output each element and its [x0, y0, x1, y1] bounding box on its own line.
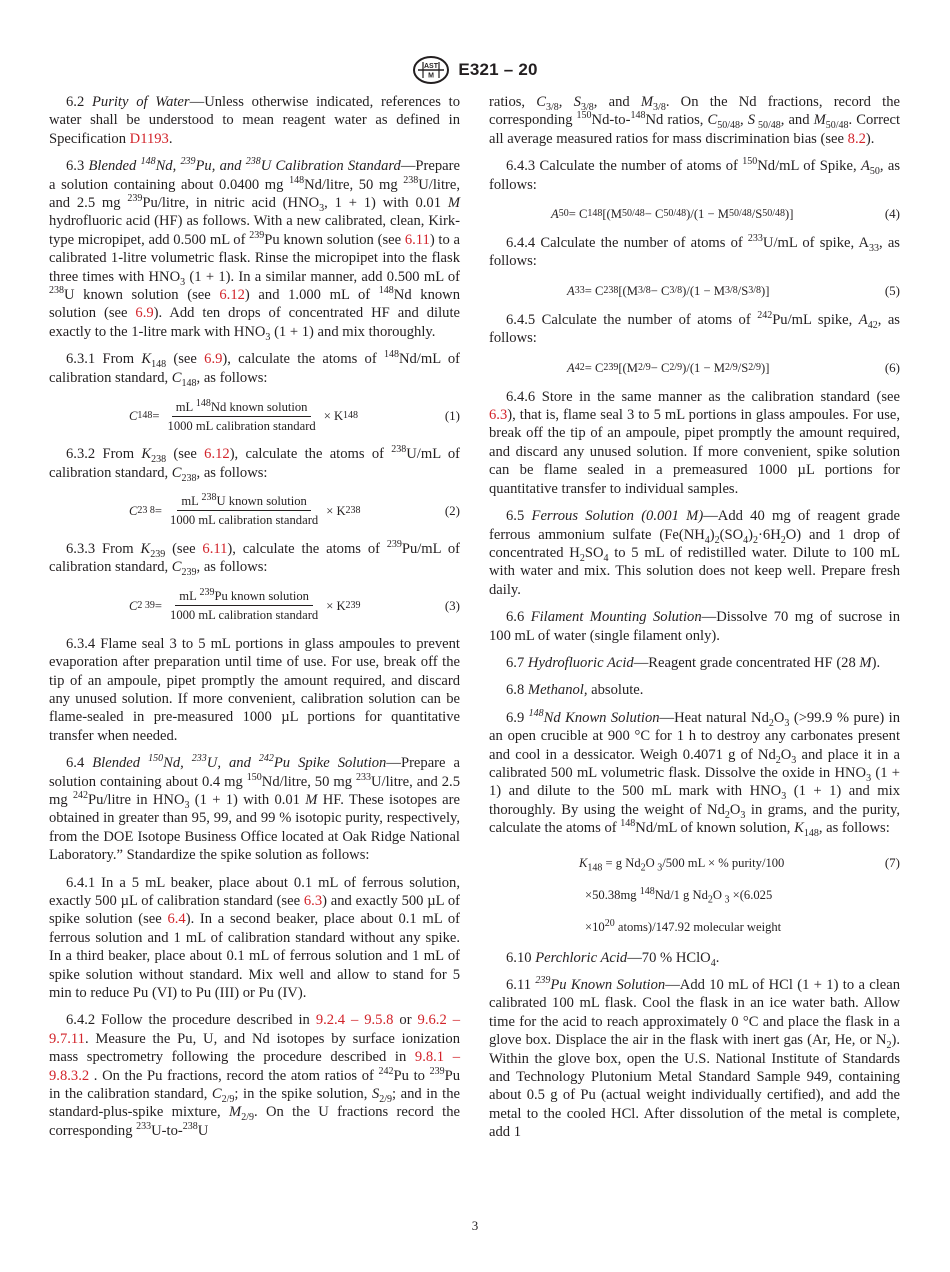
equation-number: (7): [884, 854, 900, 870]
equation-3: C 2 39 = $\frac{mL ^{239}Pu known solution}{\text{1000 mL calibration standard}}$ × K 239 (3): [129, 587, 460, 623]
section-6-4-1: 6.4.1 In a 5 mL beaker, place about 0.1 mL of ferrous solution, exactly 500 µL of calibration standard (see 6.3) and exactly 500 µL of spike solution (see 6.4). In a second beaker, place about 0.1 mL of ferrous solution and 1 mL of calibration standard without any spike. In a third beaker, place about 0.1 mL of ferrous solution and 1 mL of spike solution without standard. Mix well and allow to stand for 5 min to reduce Pu (VI) to Pu (III) or Pu (IV).: [49, 874, 460, 1002]
ref-link[interactable]: 6.9: [135, 305, 154, 322]
section-6-7: 6.7 Hydrofluoric Acid—Reagent grade concentrated HF (28 M).: [506, 654, 881, 671]
ref-link[interactable]: 6.12: [219, 287, 245, 304]
section-6-4-5: 6.4.5 Calculate the number of atoms of $^{242}$Pu/mL spike, $A_{42}$, as follows:: [489, 309, 900, 347]
section-6-11: 6.11 $^{239}$Pu Known Solution—Add 10 mL of HCl (1 + 1) to a clean calibrated 100 mL flask. Cool the flask in an ice water bath. Allow time for the acid to reach approximately 0 °C and place the flask in a glove box. Displace the air in the flask with inert gas (Ar, He, or $N_2$). Within the glove box, open the U.S. National Institute of Standards and Technology Plutonium Metal Standard Sample 949, containing about 0.5 g of Pu (actual weight individually certified), and add the metal to the cooled HCl. After dissolution of the metal is complete, add 1: [489, 975, 901, 1141]
equation-number: (3): [444, 597, 460, 613]
ref-link[interactable]: 6.11: [202, 540, 228, 557]
section-6-3-2: 6.3.2 From $K_{238}$ (see 6.12), calculate the atoms of $^{238}$U/mL of calibration standard, $C_{238}$, as follows:: [49, 444, 460, 484]
svg-text:AST: AST: [424, 63, 439, 70]
right-column: [489, 93, 900, 1151]
ref-link[interactable]: 6.12: [204, 446, 230, 463]
equation-number: (4): [884, 206, 900, 222]
left-column: [49, 93, 460, 1149]
ref-link[interactable]: D1193: [129, 130, 169, 147]
section-6-9: 6.9 $^{148}$Nd Known Solution—Heat natural $Nd_2O_3$ (>99.9 % pure) in an open crucible at 900 °C for 1 h to destroy any carbonates present and cool in a dessicator. Weigh 0.4071 g of $Nd_2O_3$ and place it in a calibrated 500 mL volumetric flask. Dissolve the oxide in $HNO_3$ (1 + 1) and dilute to the 500 mL mark with $HNO_3$ (1 + 1) and mix thoroughly. By using the weight of $Nd_2O_3$ in grams, and the purity, calculate the atoms of $^{148}$Nd/mL of known solution, $K_{148}$, as follows:: [489, 707, 900, 840]
page-number: 3: [471, 1218, 479, 1233]
page-header: [0, 56, 950, 84]
ref-link[interactable]: 6.11: [404, 231, 430, 248]
section-6-4-6: 6.4.6 Store in the same manner as the calibration standard (see 6.3), that is, flame seal 3 to 5 mL portions in glass ampoules. For use, break off the tip of an ampoule, pipet promptly the amount required, and discard any unused solution. If more convenient, spike solution can be flame sealed in a premeasured 1000 µL portions for quantitative transfer to individual samples.: [489, 388, 900, 497]
section-6-10: 6.10 Perchloric Acid—70 % HClO$_4$.: [506, 949, 720, 969]
equation-5: A 33 = C 238 [(M 3/8 − C 3/8 )/(1 − M 3/8 /S 3/8 )] (5): [567, 282, 900, 298]
section-6-3-3: 6.3.3 From $K_{239}$ (see 6.11), calculate the atoms of $^{239}$Pu/mL of calibration standard, $C_{239}$, as follows:: [49, 539, 461, 579]
ref-link[interactable]: 9.2.4 – 9.5.8: [315, 1012, 394, 1029]
fraction: $\frac{mL ^{148}Nd known solution}{\text{1000 mL calibration standard}}$: [167, 397, 316, 433]
equation-4: A 50 = C 148 [(M 50/48 − C 50/48 )/(1 − M 50/48 /S 50/48 )] (4): [551, 206, 900, 222]
section-6-3: 6.3 Blended $^{148}$Nd, $^{239}$Pu, and $^{238}$U Calibration Standard—Prepare a solution containing about 0.0400 mg $^{148}$Nd/litre, 50 mg $^{238}$U/litre, and 2.5 mg $^{239}$Pu/litre, in nitric acid ($HNO_3$, 1 + 1) with 0.01 M hydrofluoric acid (HF) as follows. With a new calibrated, clean, Kirk-type micropipet, add 0.500 mL of $^{239}$Pu known solution (see 6.11) to a calibrated 1-litre volumetric flask. Rinse the micropipet into the flask three times with $HNO_3$ (1 + 1). In a similar manner, add 0.500 mL of $^{238}$U known solution (see 6.12) and 1.000 mL of $^{148}$Nd known solution (see 6.9). Add ten drops of concentrated HF and dilute exactly to the 1-litre mark with $HNO_3$ (1 + 1) and mix thoroughly.: [49, 156, 461, 343]
equation-7: $K_{148} = g$ $Nd_2O$ $_3$/500 mL × % purity/100 ×50.38mg $^{148}$Nd/1 g $Nd_2O$ $_3$ ×(6.025 $\times 10^{20}$ atoms)/147.92 molecular weight (7): [579, 854, 900, 934]
section-6-6: 6.6 Filament Mounting Solution—Dissolve 70 mg of sucrose in 100 mL of water (single filament only).: [489, 609, 900, 644]
equation-6: A 42 = C 239 [(M 2/9 − C 2/9 )/(1 − M 2/9 /S 2/9 )] (6): [567, 359, 900, 375]
section-6-3-4: 6.3.4 Flame seal 3 to 5 mL portions in glass ampoules to prevent evaporation after preparation until time of use. For use, break off the tip of an ampoule, pipet promptly the amount required, and discard any unused solution. If more convenient, calibration solution can be flame-sealed in pre-measured 1000 µL portions for quantitative transfer when needed.: [49, 635, 460, 744]
section-6-3-1: 6.3.1 From $K_{148}$ (see 6.9), calculate the atoms of $^{148}$Nd/mL of calibration standard, $C_{148}$, as follows:: [49, 349, 460, 389]
ref-link[interactable]: 6.3: [489, 407, 508, 424]
equation-2: C 23 8 = $\frac{mL ^{238}U known solution}{\text{1000 mL calibration standard}}$ × K 238 (2): [129, 492, 460, 528]
section-6-8: 6.8 Methanol, absolute.: [506, 682, 644, 699]
section-6-5: 6.5 Ferrous Solution (0.001 M)—Add 40 mg of reagent grade ferrous ammonium sulfate $(Fe(NH_4)_2(SO_4)_2\cdot 6H_2O)$ and 1 drop of concentrated $H_2SO_4$ to 5 mL of redistilled water. Dilute to 100 mL with water and mix. This solution does not keep well. Prepare fresh daily.: [489, 508, 901, 598]
astm-logo: [412, 56, 450, 84]
equation-number: (6): [884, 359, 900, 375]
equation-1: C 148 = $\frac{mL ^{148}Nd known solution}{\text{1000 mL calibration standard}}$ × K 148 (1): [129, 397, 460, 433]
fraction: $\frac{mL ^{239}Pu known solution}{\text{1000 mL calibration standard}}$: [170, 587, 319, 623]
section-6-2: 6.2 Purity of Water—Unless otherwise indicated, references to water shall be understood to mean reagent water as defined in Specification D1193.: [49, 94, 460, 147]
equation-number: (1): [444, 408, 460, 424]
ref-link[interactable]: 6.9: [204, 351, 223, 368]
document-designation: E321 – 20: [458, 60, 538, 79]
svg-text:M: M: [428, 72, 435, 80]
section-6-4-2: 6.4.2 Follow the procedure described in 9.2.4 – 9.5.8 or 9.6.2 – 9.7.11. Measure the Pu, U, and Nd isotopes by surface ionization mass spectrometry following the procedure described in 9.8.1 – 9.8.3.2 . On the Pu fractions, record the atom ratios of $^{242}$Pu to $^{239}$Pu in the calibration standard, $C_{2/9}$; in the spike solution, $S_{2/9}$; and in the standard-plus-spike mixture, $M_{2/9}$. On the U fractions record the corresponding $^{233}$U-to-$^{238}$U: [49, 1012, 461, 1139]
section-6-4-2-continued: ratios, $C_{3/8}$, $S_{3/8}$, and $M_{3/8}$. On the Nd fractions, record the corresponding $^{150}$Nd-to-$^{148}$Nd ratios, $C_{50/48}$, S $_{50/48}$, and $M_{50/48}$. Correct all average measured ratios for mass discrimination bias (see 8.2).: [489, 94, 900, 147]
equation-number: (2): [444, 502, 460, 518]
section-6-4-4: 6.4.4 Calculate the number of atoms of $^{233}$U/mL of spike, $A_{33}$, as follows:: [489, 233, 900, 270]
section-6-4: 6.4 Blended $^{150}$Nd, $^{233}$U, and $^{242}$Pu Spike Solution—Prepare a solution containing about 0.4 mg $^{150}$Nd/litre, 50 mg $^{233}$U/litre, and 2.5 mg $^{242}$Pu/litre in $HNO_3$ (1 + 1) with 0.01 M HF. These isotopes are obtained in greater than 95, 99, and 99 % isotopic purity, respectively, from the DOE Isotope Business Office located at Oak Ridge National Laboratory.” Standardize the spike solution as follows:: [49, 753, 460, 864]
fraction: $\frac{mL ^{238}U known solution}{\text{1000 mL calibration standard}}$: [170, 492, 319, 528]
ref-link[interactable]: 9.8.1 – 9.8.3.2: [49, 1049, 460, 1084]
ref-link[interactable]: 6.4: [167, 911, 186, 928]
section-6-4-3: 6.4.3 Calculate the number of atoms of $^{150}$Nd/mL of Spike, $A_{50}$, as follows:: [489, 156, 901, 193]
equation-number: (5): [884, 282, 900, 298]
ref-link[interactable]: 6.3: [303, 893, 323, 909]
ref-link[interactable]: 8.2: [847, 130, 866, 147]
ref-link[interactable]: 9.6.2 – 9.7.11: [49, 1012, 461, 1047]
